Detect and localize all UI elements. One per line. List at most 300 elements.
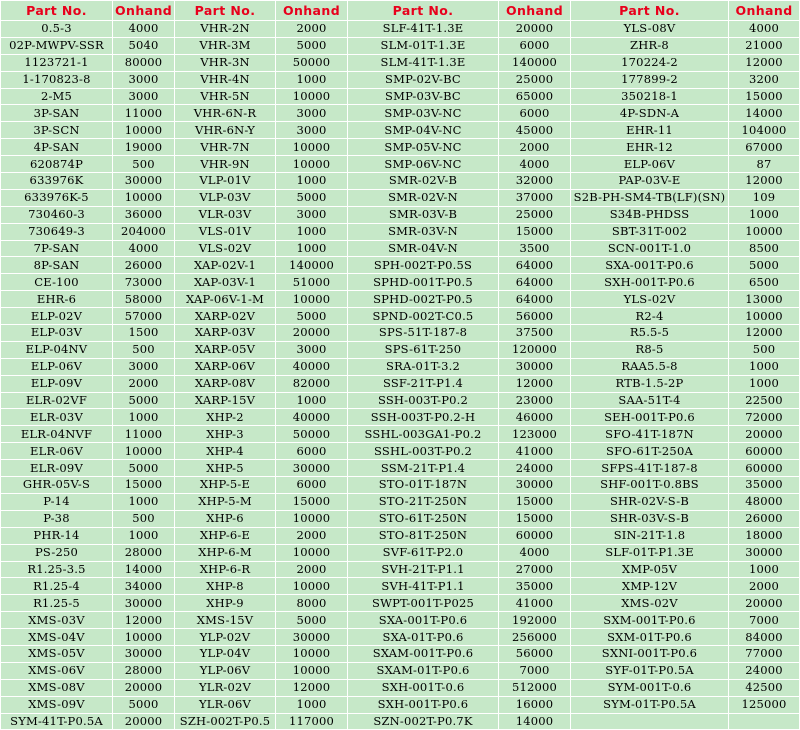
part-no-cell[interactable]: SMR-03V-B: [348, 206, 499, 223]
part-no-cell[interactable]: XHP-5-E: [175, 477, 276, 494]
part-no-cell[interactable]: YLR-06V: [175, 696, 276, 713]
onhand-cell[interactable]: 12000: [113, 612, 175, 629]
part-no-cell[interactable]: PHR-14: [1, 527, 113, 544]
part-no-cell[interactable]: SFPS-41T-187-8: [571, 460, 729, 477]
onhand-cell[interactable]: 5000: [113, 460, 175, 477]
part-no-cell[interactable]: SSH-003T-P0.2: [348, 392, 499, 409]
onhand-cell[interactable]: 5000: [113, 392, 175, 409]
part-no-cell[interactable]: XMS-05V: [1, 645, 113, 662]
part-no-cell[interactable]: ELP-04NV: [1, 341, 113, 358]
onhand-cell[interactable]: 2000: [276, 21, 348, 38]
part-no-cell[interactable]: SMR-02V-B: [348, 173, 499, 190]
onhand-cell[interactable]: 28000: [113, 544, 175, 561]
onhand-cell[interactable]: 15000: [499, 493, 571, 510]
part-no-cell[interactable]: XHP-3: [175, 426, 276, 443]
onhand-cell[interactable]: 1000: [276, 71, 348, 88]
part-no-cell[interactable]: XHP-5-M: [175, 493, 276, 510]
part-no-cell[interactable]: XHP-2: [175, 409, 276, 426]
part-no-cell[interactable]: XAP-03V-1: [175, 274, 276, 291]
part-no-cell[interactable]: GHR-05V-S: [1, 477, 113, 494]
onhand-cell[interactable]: 40000: [276, 409, 348, 426]
part-no-cell[interactable]: P-38: [1, 510, 113, 527]
onhand-cell[interactable]: 14000: [113, 561, 175, 578]
onhand-cell[interactable]: 15000: [729, 88, 800, 105]
onhand-cell[interactable]: 16000: [499, 696, 571, 713]
part-no-cell[interactable]: SXNI-001T-P0.6: [571, 645, 729, 662]
onhand-cell[interactable]: 26000: [729, 510, 800, 527]
onhand-cell[interactable]: 1500: [113, 325, 175, 342]
part-no-cell[interactable]: XMS-02V: [571, 595, 729, 612]
onhand-cell[interactable]: 1000: [276, 696, 348, 713]
part-no-cell[interactable]: SXA-01T-P0.6: [348, 629, 499, 646]
onhand-cell[interactable]: 140000: [499, 54, 571, 71]
onhand-cell[interactable]: 18000: [729, 527, 800, 544]
onhand-cell[interactable]: 1000: [276, 240, 348, 257]
onhand-cell[interactable]: 42500: [729, 679, 800, 696]
part-no-cell[interactable]: EHR-12: [571, 139, 729, 156]
onhand-cell[interactable]: 125000: [729, 696, 800, 713]
part-no-cell[interactable]: ELR-03V: [1, 409, 113, 426]
onhand-cell[interactable]: 5000: [276, 189, 348, 206]
onhand-cell[interactable]: 3000: [276, 105, 348, 122]
onhand-cell[interactable]: 6000: [276, 477, 348, 494]
onhand-cell[interactable]: 64000: [499, 274, 571, 291]
part-no-cell[interactable]: ELP-09V: [1, 375, 113, 392]
onhand-cell[interactable]: 20000: [113, 679, 175, 696]
part-no-cell[interactable]: ELP-06V: [1, 358, 113, 375]
onhand-cell[interactable]: 1000: [276, 173, 348, 190]
part-no-cell[interactable]: [571, 713, 729, 730]
onhand-cell[interactable]: 25000: [499, 206, 571, 223]
onhand-cell[interactable]: 30000: [499, 477, 571, 494]
onhand-cell[interactable]: 26000: [113, 257, 175, 274]
part-no-cell[interactable]: STO-81T-250N: [348, 527, 499, 544]
onhand-cell[interactable]: 5000: [276, 37, 348, 54]
part-no-cell[interactable]: SYM-001T-0.6: [571, 679, 729, 696]
part-no-cell[interactable]: SFO-41T-187N: [571, 426, 729, 443]
part-no-cell[interactable]: SWPT-001T-P025: [348, 595, 499, 612]
part-no-cell[interactable]: SSHL-003GA1-P0.2: [348, 426, 499, 443]
onhand-cell[interactable]: 45000: [499, 122, 571, 139]
part-no-cell[interactable]: R5.5-5: [571, 325, 729, 342]
part-no-cell[interactable]: SXM-001T-P0.6: [571, 612, 729, 629]
part-no-cell[interactable]: SBT-31T-002: [571, 223, 729, 240]
onhand-cell[interactable]: 1000: [113, 409, 175, 426]
onhand-cell[interactable]: 2000: [276, 561, 348, 578]
part-no-cell[interactable]: SMP-06V-NC: [348, 156, 499, 173]
part-no-cell[interactable]: SHR-02V-S-B: [571, 493, 729, 510]
onhand-cell[interactable]: 11000: [113, 105, 175, 122]
onhand-cell[interactable]: 12000: [729, 325, 800, 342]
part-no-cell[interactable]: 3P-SCN: [1, 122, 113, 139]
onhand-cell[interactable]: 11000: [113, 426, 175, 443]
part-no-cell[interactable]: SHR-03V-S-B: [571, 510, 729, 527]
part-no-cell[interactable]: SLF-01T-P1.3E: [571, 544, 729, 561]
onhand-cell[interactable]: 41000: [499, 595, 571, 612]
part-no-cell[interactable]: XMS-08V: [1, 679, 113, 696]
onhand-cell[interactable]: 6000: [499, 37, 571, 54]
part-no-cell[interactable]: SXH-001T-P0.6: [348, 696, 499, 713]
part-no-cell[interactable]: 730460-3: [1, 206, 113, 223]
onhand-cell[interactable]: 60000: [729, 443, 800, 460]
part-no-cell[interactable]: S2B-PH-SM4-TB(LF)(SN): [571, 189, 729, 206]
part-no-cell[interactable]: SSF-21T-P1.4: [348, 375, 499, 392]
part-no-cell[interactable]: SAA-51T-4: [571, 392, 729, 409]
part-no-cell[interactable]: SMP-04V-NC: [348, 122, 499, 139]
onhand-cell[interactable]: 500: [729, 341, 800, 358]
onhand-cell[interactable]: 40000: [276, 358, 348, 375]
part-no-cell[interactable]: VHR-6N-Y: [175, 122, 276, 139]
part-no-cell[interactable]: 0.5-3: [1, 21, 113, 38]
onhand-cell[interactable]: 30000: [113, 645, 175, 662]
part-no-cell[interactable]: VLS-02V: [175, 240, 276, 257]
part-no-cell[interactable]: SMP-02V-BC: [348, 71, 499, 88]
part-no-cell[interactable]: R1.25-4: [1, 578, 113, 595]
onhand-cell[interactable]: 25000: [499, 71, 571, 88]
onhand-cell[interactable]: 10000: [276, 662, 348, 679]
onhand-cell[interactable]: 13000: [729, 291, 800, 308]
onhand-cell[interactable]: 1000: [113, 493, 175, 510]
part-no-cell[interactable]: YLS-08V: [571, 21, 729, 38]
part-no-cell[interactable]: SPHD-002T-P0.5: [348, 291, 499, 308]
onhand-cell[interactable]: 3000: [113, 358, 175, 375]
part-no-cell[interactable]: P-14: [1, 493, 113, 510]
onhand-cell[interactable]: 10000: [113, 443, 175, 460]
onhand-cell[interactable]: 5040: [113, 37, 175, 54]
part-no-cell[interactable]: 730649-3: [1, 223, 113, 240]
part-no-cell[interactable]: XARP-02V: [175, 308, 276, 325]
onhand-cell[interactable]: 5000: [729, 257, 800, 274]
onhand-cell[interactable]: 58000: [113, 291, 175, 308]
part-no-cell[interactable]: 350218-1: [571, 88, 729, 105]
part-no-cell[interactable]: SMR-02V-N: [348, 189, 499, 206]
part-no-cell[interactable]: SYM-01T-P0.5A: [571, 696, 729, 713]
onhand-cell[interactable]: 123000: [499, 426, 571, 443]
onhand-cell[interactable]: 57000: [113, 308, 175, 325]
onhand-cell[interactable]: 15000: [113, 477, 175, 494]
part-no-cell[interactable]: XAP-06V-1-M: [175, 291, 276, 308]
onhand-cell[interactable]: 21000: [729, 37, 800, 54]
onhand-cell[interactable]: 1000: [729, 561, 800, 578]
part-no-cell[interactable]: 02P-MWPV-SSR: [1, 37, 113, 54]
part-no-cell[interactable]: 633976K: [1, 173, 113, 190]
part-no-cell[interactable]: XHP-9: [175, 595, 276, 612]
onhand-cell[interactable]: 28000: [113, 662, 175, 679]
onhand-cell[interactable]: 20000: [729, 595, 800, 612]
onhand-cell[interactable]: 30000: [276, 460, 348, 477]
onhand-cell[interactable]: 20000: [729, 426, 800, 443]
part-no-cell[interactable]: SSHL-003T-P0.2: [348, 443, 499, 460]
part-no-cell[interactable]: SFO-61T-250A: [571, 443, 729, 460]
part-no-cell[interactable]: XMS-15V: [175, 612, 276, 629]
part-no-cell[interactable]: 620874P: [1, 156, 113, 173]
onhand-cell[interactable]: 30000: [113, 595, 175, 612]
onhand-cell[interactable]: 1000: [276, 223, 348, 240]
onhand-cell[interactable]: 41000: [499, 443, 571, 460]
onhand-cell[interactable]: 10000: [729, 223, 800, 240]
onhand-cell[interactable]: 72000: [729, 409, 800, 426]
onhand-cell[interactable]: 4000: [729, 21, 800, 38]
onhand-cell[interactable]: 35000: [499, 578, 571, 595]
onhand-cell[interactable]: 15000: [276, 493, 348, 510]
part-no-cell[interactable]: VLS-01V: [175, 223, 276, 240]
onhand-cell[interactable]: 2000: [729, 578, 800, 595]
onhand-cell[interactable]: 37000: [499, 189, 571, 206]
part-no-cell[interactable]: YLP-02V: [175, 629, 276, 646]
part-no-cell[interactable]: SVF-61T-P2.0: [348, 544, 499, 561]
onhand-cell[interactable]: 80000: [113, 54, 175, 71]
onhand-cell[interactable]: 5000: [276, 612, 348, 629]
part-no-cell[interactable]: RTB-1.5-2P: [571, 375, 729, 392]
onhand-cell[interactable]: 56000: [499, 645, 571, 662]
onhand-cell[interactable]: 56000: [499, 308, 571, 325]
onhand-cell[interactable]: 51000: [276, 274, 348, 291]
part-no-cell[interactable]: ELR-09V: [1, 460, 113, 477]
part-no-cell[interactable]: SPND-002T-C0.5: [348, 308, 499, 325]
part-no-cell[interactable]: XARP-03V: [175, 325, 276, 342]
onhand-cell[interactable]: 3200: [729, 71, 800, 88]
onhand-cell[interactable]: 64000: [499, 257, 571, 274]
part-no-cell[interactable]: SIN-21T-1.8: [571, 527, 729, 544]
part-no-cell[interactable]: XARP-08V: [175, 375, 276, 392]
onhand-cell[interactable]: 104000: [729, 122, 800, 139]
onhand-cell[interactable]: 77000: [729, 645, 800, 662]
onhand-cell[interactable]: 3000: [276, 122, 348, 139]
onhand-cell[interactable]: 6000: [276, 443, 348, 460]
onhand-cell[interactable]: 34000: [113, 578, 175, 595]
onhand-cell[interactable]: 1000: [113, 527, 175, 544]
onhand-cell[interactable]: 65000: [499, 88, 571, 105]
onhand-cell[interactable]: 140000: [276, 257, 348, 274]
onhand-cell[interactable]: 500: [113, 156, 175, 173]
part-no-cell[interactable]: VLR-03V: [175, 206, 276, 223]
part-no-cell[interactable]: EHR-11: [571, 122, 729, 139]
part-no-cell[interactable]: YLR-02V: [175, 679, 276, 696]
part-no-cell[interactable]: ELR-02VF: [1, 392, 113, 409]
onhand-cell[interactable]: 2000: [499, 139, 571, 156]
onhand-cell[interactable]: 10000: [113, 189, 175, 206]
part-no-cell[interactable]: SMR-03V-N: [348, 223, 499, 240]
onhand-cell[interactable]: 1000: [276, 392, 348, 409]
part-no-cell[interactable]: ELR-04NVF: [1, 426, 113, 443]
onhand-cell[interactable]: 23000: [499, 392, 571, 409]
onhand-cell[interactable]: 512000: [499, 679, 571, 696]
part-no-cell[interactable]: XHP-4: [175, 443, 276, 460]
part-no-cell[interactable]: 1123721-1: [1, 54, 113, 71]
part-no-cell[interactable]: 170224-2: [571, 54, 729, 71]
onhand-cell[interactable]: 10000: [276, 645, 348, 662]
onhand-cell[interactable]: 4000: [499, 156, 571, 173]
part-no-cell[interactable]: SSH-003T-P0.2-H: [348, 409, 499, 426]
part-no-cell[interactable]: R1.25-3.5: [1, 561, 113, 578]
part-no-cell[interactable]: SLM-01T-1.3E: [348, 37, 499, 54]
onhand-cell[interactable]: 10000: [276, 578, 348, 595]
onhand-cell[interactable]: 6000: [499, 105, 571, 122]
part-no-cell[interactable]: XAP-02V-1: [175, 257, 276, 274]
onhand-cell[interactable]: 24000: [499, 460, 571, 477]
onhand-cell[interactable]: 6500: [729, 274, 800, 291]
part-no-cell[interactable]: ZHR-8: [571, 37, 729, 54]
onhand-cell[interactable]: 4000: [113, 21, 175, 38]
part-no-cell[interactable]: 3P-SAN: [1, 105, 113, 122]
part-no-cell[interactable]: ELP-02V: [1, 308, 113, 325]
part-no-cell[interactable]: VHR-3M: [175, 37, 276, 54]
onhand-cell[interactable]: 10000: [276, 291, 348, 308]
onhand-cell[interactable]: 84000: [729, 629, 800, 646]
onhand-cell[interactable]: 3000: [276, 206, 348, 223]
onhand-cell[interactable]: 10000: [113, 122, 175, 139]
part-no-cell[interactable]: SXAM-01T-P0.6: [348, 662, 499, 679]
part-no-cell[interactable]: STO-01T-187N: [348, 477, 499, 494]
part-no-cell[interactable]: 177899-2: [571, 71, 729, 88]
part-no-cell[interactable]: SLF-41T-1.3E: [348, 21, 499, 38]
onhand-cell[interactable]: 1000: [729, 358, 800, 375]
onhand-cell[interactable]: 20000: [499, 21, 571, 38]
part-no-cell[interactable]: STO-61T-250N: [348, 510, 499, 527]
part-no-cell[interactable]: SPHD-001T-P0.5: [348, 274, 499, 291]
part-no-cell[interactable]: VHR-6N-R: [175, 105, 276, 122]
onhand-cell[interactable]: 10000: [276, 510, 348, 527]
part-no-cell[interactable]: XHP-6-E: [175, 527, 276, 544]
part-no-cell[interactable]: SRA-01T-3.2: [348, 358, 499, 375]
part-no-cell[interactable]: 4P-SDN-A: [571, 105, 729, 122]
onhand-cell[interactable]: 19000: [113, 139, 175, 156]
part-no-cell[interactable]: SMP-05V-NC: [348, 139, 499, 156]
part-no-cell[interactable]: R2-4: [571, 308, 729, 325]
onhand-cell[interactable]: 60000: [499, 527, 571, 544]
part-no-cell[interactable]: SXA-001T-P0.6: [571, 257, 729, 274]
onhand-cell[interactable]: 20000: [113, 713, 175, 730]
part-no-cell[interactable]: SXM-01T-P0.6: [571, 629, 729, 646]
onhand-cell[interactable]: 500: [113, 341, 175, 358]
part-no-cell[interactable]: 8P-SAN: [1, 257, 113, 274]
part-no-cell[interactable]: R1.25-5: [1, 595, 113, 612]
part-no-cell[interactable]: ELP-06V: [571, 156, 729, 173]
part-no-cell[interactable]: SPS-61T-250: [348, 341, 499, 358]
part-no-cell[interactable]: XMS-06V: [1, 662, 113, 679]
part-no-cell[interactable]: SPH-002T-P0.5S: [348, 257, 499, 274]
onhand-cell[interactable]: 12000: [276, 679, 348, 696]
onhand-cell[interactable]: 30000: [499, 358, 571, 375]
onhand-cell[interactable]: 37500: [499, 325, 571, 342]
onhand-cell[interactable]: 30000: [729, 544, 800, 561]
onhand-cell[interactable]: 82000: [276, 375, 348, 392]
onhand-cell[interactable]: 1000: [729, 375, 800, 392]
part-no-cell[interactable]: EHR-6: [1, 291, 113, 308]
onhand-cell[interactable]: 46000: [499, 409, 571, 426]
onhand-cell[interactable]: 20000: [276, 325, 348, 342]
onhand-cell[interactable]: 73000: [113, 274, 175, 291]
part-no-cell[interactable]: SSM-21T-P1.4: [348, 460, 499, 477]
part-no-cell[interactable]: XMP-05V: [571, 561, 729, 578]
part-no-cell[interactable]: SZN-002T-P0.7K: [348, 713, 499, 730]
onhand-cell[interactable]: 12000: [499, 375, 571, 392]
part-no-cell[interactable]: 7P-SAN: [1, 240, 113, 257]
part-no-cell[interactable]: XHP-6: [175, 510, 276, 527]
onhand-cell[interactable]: 22500: [729, 392, 800, 409]
onhand-cell[interactable]: 50000: [276, 426, 348, 443]
onhand-cell[interactable]: 10000: [276, 139, 348, 156]
onhand-cell[interactable]: 30000: [113, 173, 175, 190]
part-no-cell[interactable]: XARP-15V: [175, 392, 276, 409]
onhand-cell[interactable]: 14000: [729, 105, 800, 122]
part-no-cell[interactable]: SPS-51T-187-8: [348, 325, 499, 342]
onhand-cell[interactable]: 64000: [499, 291, 571, 308]
onhand-cell[interactable]: 48000: [729, 493, 800, 510]
onhand-cell[interactable]: 256000: [499, 629, 571, 646]
onhand-cell[interactable]: 10000: [113, 629, 175, 646]
part-no-cell[interactable]: VHR-3N: [175, 54, 276, 71]
part-no-cell[interactable]: SEH-001T-P0.6: [571, 409, 729, 426]
part-no-cell[interactable]: VHR-7N: [175, 139, 276, 156]
part-no-cell[interactable]: 1-170823-8: [1, 71, 113, 88]
onhand-cell[interactable]: 7000: [729, 612, 800, 629]
part-no-cell[interactable]: SMP-03V-BC: [348, 88, 499, 105]
onhand-cell[interactable]: 10000: [276, 544, 348, 561]
onhand-cell[interactable]: 2000: [113, 375, 175, 392]
onhand-cell[interactable]: 15000: [499, 223, 571, 240]
part-no-cell[interactable]: XMS-04V: [1, 629, 113, 646]
part-no-cell[interactable]: XMP-12V: [571, 578, 729, 595]
part-no-cell[interactable]: STO-21T-250N: [348, 493, 499, 510]
onhand-cell[interactable]: 109: [729, 189, 800, 206]
part-no-cell[interactable]: ELP-03V: [1, 325, 113, 342]
part-no-cell[interactable]: SLM-41T-1.3E: [348, 54, 499, 71]
part-no-cell[interactable]: SVH-21T-P1.1: [348, 561, 499, 578]
onhand-cell[interactable]: 3000: [276, 341, 348, 358]
onhand-cell[interactable]: 1000: [729, 206, 800, 223]
onhand-cell[interactable]: 35000: [729, 477, 800, 494]
onhand-cell[interactable]: 8000: [276, 595, 348, 612]
part-no-cell[interactable]: R8-5: [571, 341, 729, 358]
part-no-cell[interactable]: SXH-001T-0.6: [348, 679, 499, 696]
onhand-cell[interactable]: 10000: [729, 308, 800, 325]
part-no-cell[interactable]: YLP-06V: [175, 662, 276, 679]
onhand-cell[interactable]: 10000: [276, 88, 348, 105]
onhand-cell[interactable]: 3000: [113, 88, 175, 105]
part-no-cell[interactable]: SCN-001T-1.0: [571, 240, 729, 257]
part-no-cell[interactable]: S34B-PHDSS: [571, 206, 729, 223]
part-no-cell[interactable]: XARP-06V: [175, 358, 276, 375]
onhand-cell[interactable]: 3500: [499, 240, 571, 257]
part-no-cell[interactable]: XMS-03V: [1, 612, 113, 629]
onhand-cell[interactable]: 10000: [276, 156, 348, 173]
onhand-cell[interactable]: 12000: [729, 173, 800, 190]
onhand-cell[interactable]: 36000: [113, 206, 175, 223]
part-no-cell[interactable]: PAP-03V-E: [571, 173, 729, 190]
onhand-cell[interactable]: 12000: [729, 54, 800, 71]
onhand-cell[interactable]: 117000: [276, 713, 348, 730]
onhand-cell[interactable]: 7000: [499, 662, 571, 679]
onhand-cell[interactable]: 8500: [729, 240, 800, 257]
onhand-cell[interactable]: 2000: [276, 527, 348, 544]
onhand-cell[interactable]: 24000: [729, 662, 800, 679]
onhand-cell[interactable]: 500: [113, 510, 175, 527]
onhand-cell[interactable]: 27000: [499, 561, 571, 578]
onhand-cell[interactable]: 120000: [499, 341, 571, 358]
part-no-cell[interactable]: SZH-002T-P0.5: [175, 713, 276, 730]
part-no-cell[interactable]: XHP-8: [175, 578, 276, 595]
onhand-cell[interactable]: 32000: [499, 173, 571, 190]
onhand-cell[interactable]: 5000: [113, 696, 175, 713]
part-no-cell[interactable]: VHR-4N: [175, 71, 276, 88]
onhand-cell[interactable]: 60000: [729, 460, 800, 477]
onhand-cell[interactable]: 3000: [113, 71, 175, 88]
part-no-cell[interactable]: RAA5.5-8: [571, 358, 729, 375]
onhand-cell[interactable]: 204000: [113, 223, 175, 240]
part-no-cell[interactable]: SXH-001T-P0.6: [571, 274, 729, 291]
part-no-cell[interactable]: XMS-09V: [1, 696, 113, 713]
